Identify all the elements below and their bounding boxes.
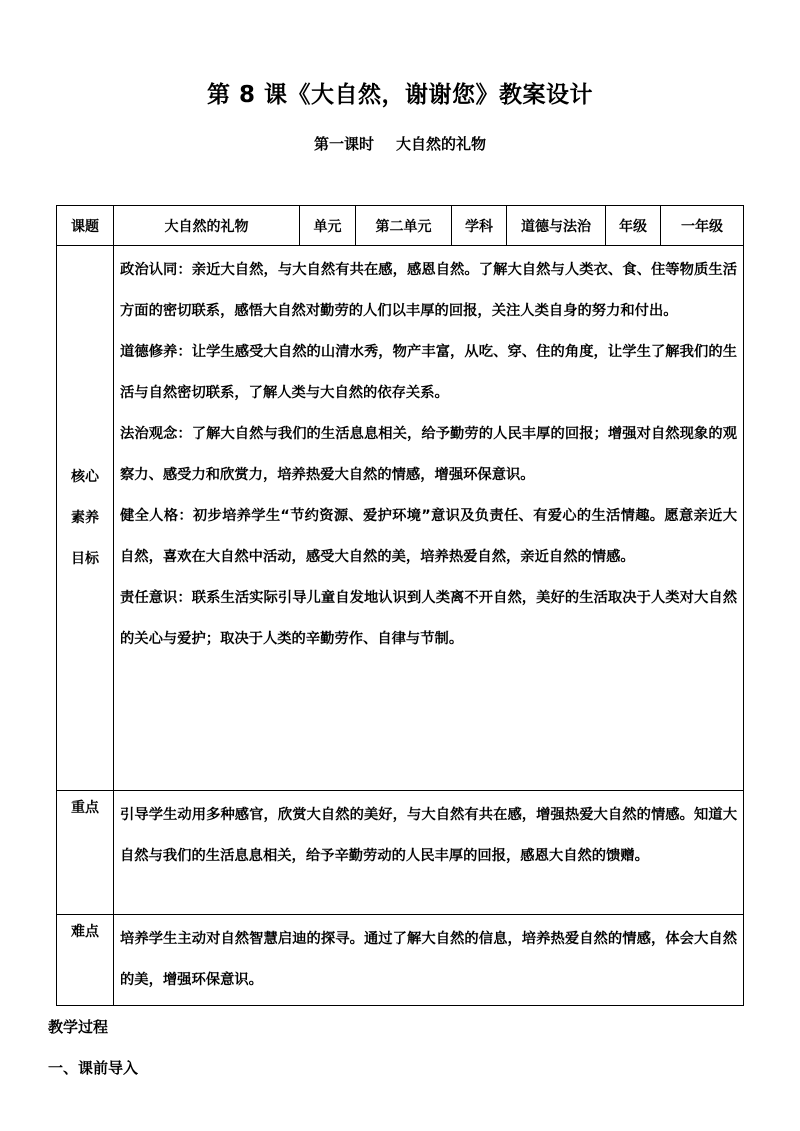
core-literacy-content [114,246,744,791]
unit-value: 第二单元 [356,206,452,246]
difficulties-row [57,915,744,1006]
document-subtitle [0,133,800,154]
teaching-process-heading: 教学过程 [48,1018,109,1036]
subject-value: 道德与法治 [507,206,606,246]
core-label-line: 核心 [71,468,99,485]
key-points-row [57,791,744,915]
core-literacy-label [57,246,114,791]
difficulties-content [114,915,744,1006]
core-literacy-row [57,246,744,791]
step1-heading: 一、课前导入 [48,1059,139,1077]
core-paragraph-law: 法治观念：了解大自然与我们的生活息息相关，给予勤劳的人民丰厚的回报；增强对自然现象的观察力、感受力和欣赏力，培养热爱大自然的情感，增强环保意识。 [120,426,737,483]
subtitle-topic: 大自然的礼物 [396,135,487,153]
key-points-text: 引导学生动用多种感官，欣赏大自然的美好，与大自然有共在感，增强热爱大自然的情感。知道大自然与我们的生活息息相关，给予辛勤劳动的人民丰厚的回报，感恩大自然的馈赠。 [120,807,737,864]
topic-label: 课题 [57,206,114,246]
topic-value: 大自然的礼物 [114,206,300,246]
unit-label: 单元 [300,206,356,246]
grade-label: 年级 [606,206,661,246]
difficulties-text: 培养学生主动对自然智慧启迪的探寻。通过了解大自然的信息，培养热爱自然的情感，体会大自然的美，增强环保意识。 [120,931,737,988]
core-label-line: 目标 [71,550,99,567]
core-label-line: 素养 [71,509,99,526]
document-title: 第 8 课《大自然，谢谢您》教案设计 [206,82,594,108]
lesson-plan-table [56,205,744,1006]
subtitle-session: 第一课时 [313,135,374,153]
key-points-label: 重点 [57,791,114,915]
table-header-row [57,206,744,246]
difficulties-label: 难点 [57,915,114,1006]
grade-value: 一年级 [661,206,744,246]
key-points-content [114,791,744,915]
core-paragraph-moral: 道德修养：让学生感受大自然的山清水秀，物产丰富，从吃、穿、住的角度，让学生了解我们的生活与自然密切联系，了解人类与大自然的依存关系。 [120,344,737,401]
subject-label: 学科 [452,206,507,246]
core-paragraph-political: 政治认同：亲近大自然，与大自然有共在感，感恩自然。了解大自然与人类衣、食、住等物质生活方面的密切联系，感悟大自然对勤劳的人们以丰厚的回报，关注人类自身的努力和付出。 [120,262,737,319]
core-paragraph-responsibility: 责任意识：联系生活实际引导儿童自发地认识到人类离不开自然，美好的生活取决于人类对大自然的关心与爱护；取决于人类的辛勤劳作、自律与节制。 [120,590,737,647]
core-paragraph-personality: 健全人格：初步培养学生“节约资源、爱护环境”意识及负责任、有爱心的生活情趣。愿意亲近大自然，喜欢在大自然中活动，感受大自然的美，培养热爱自然，亲近自然的情感。 [120,508,737,565]
